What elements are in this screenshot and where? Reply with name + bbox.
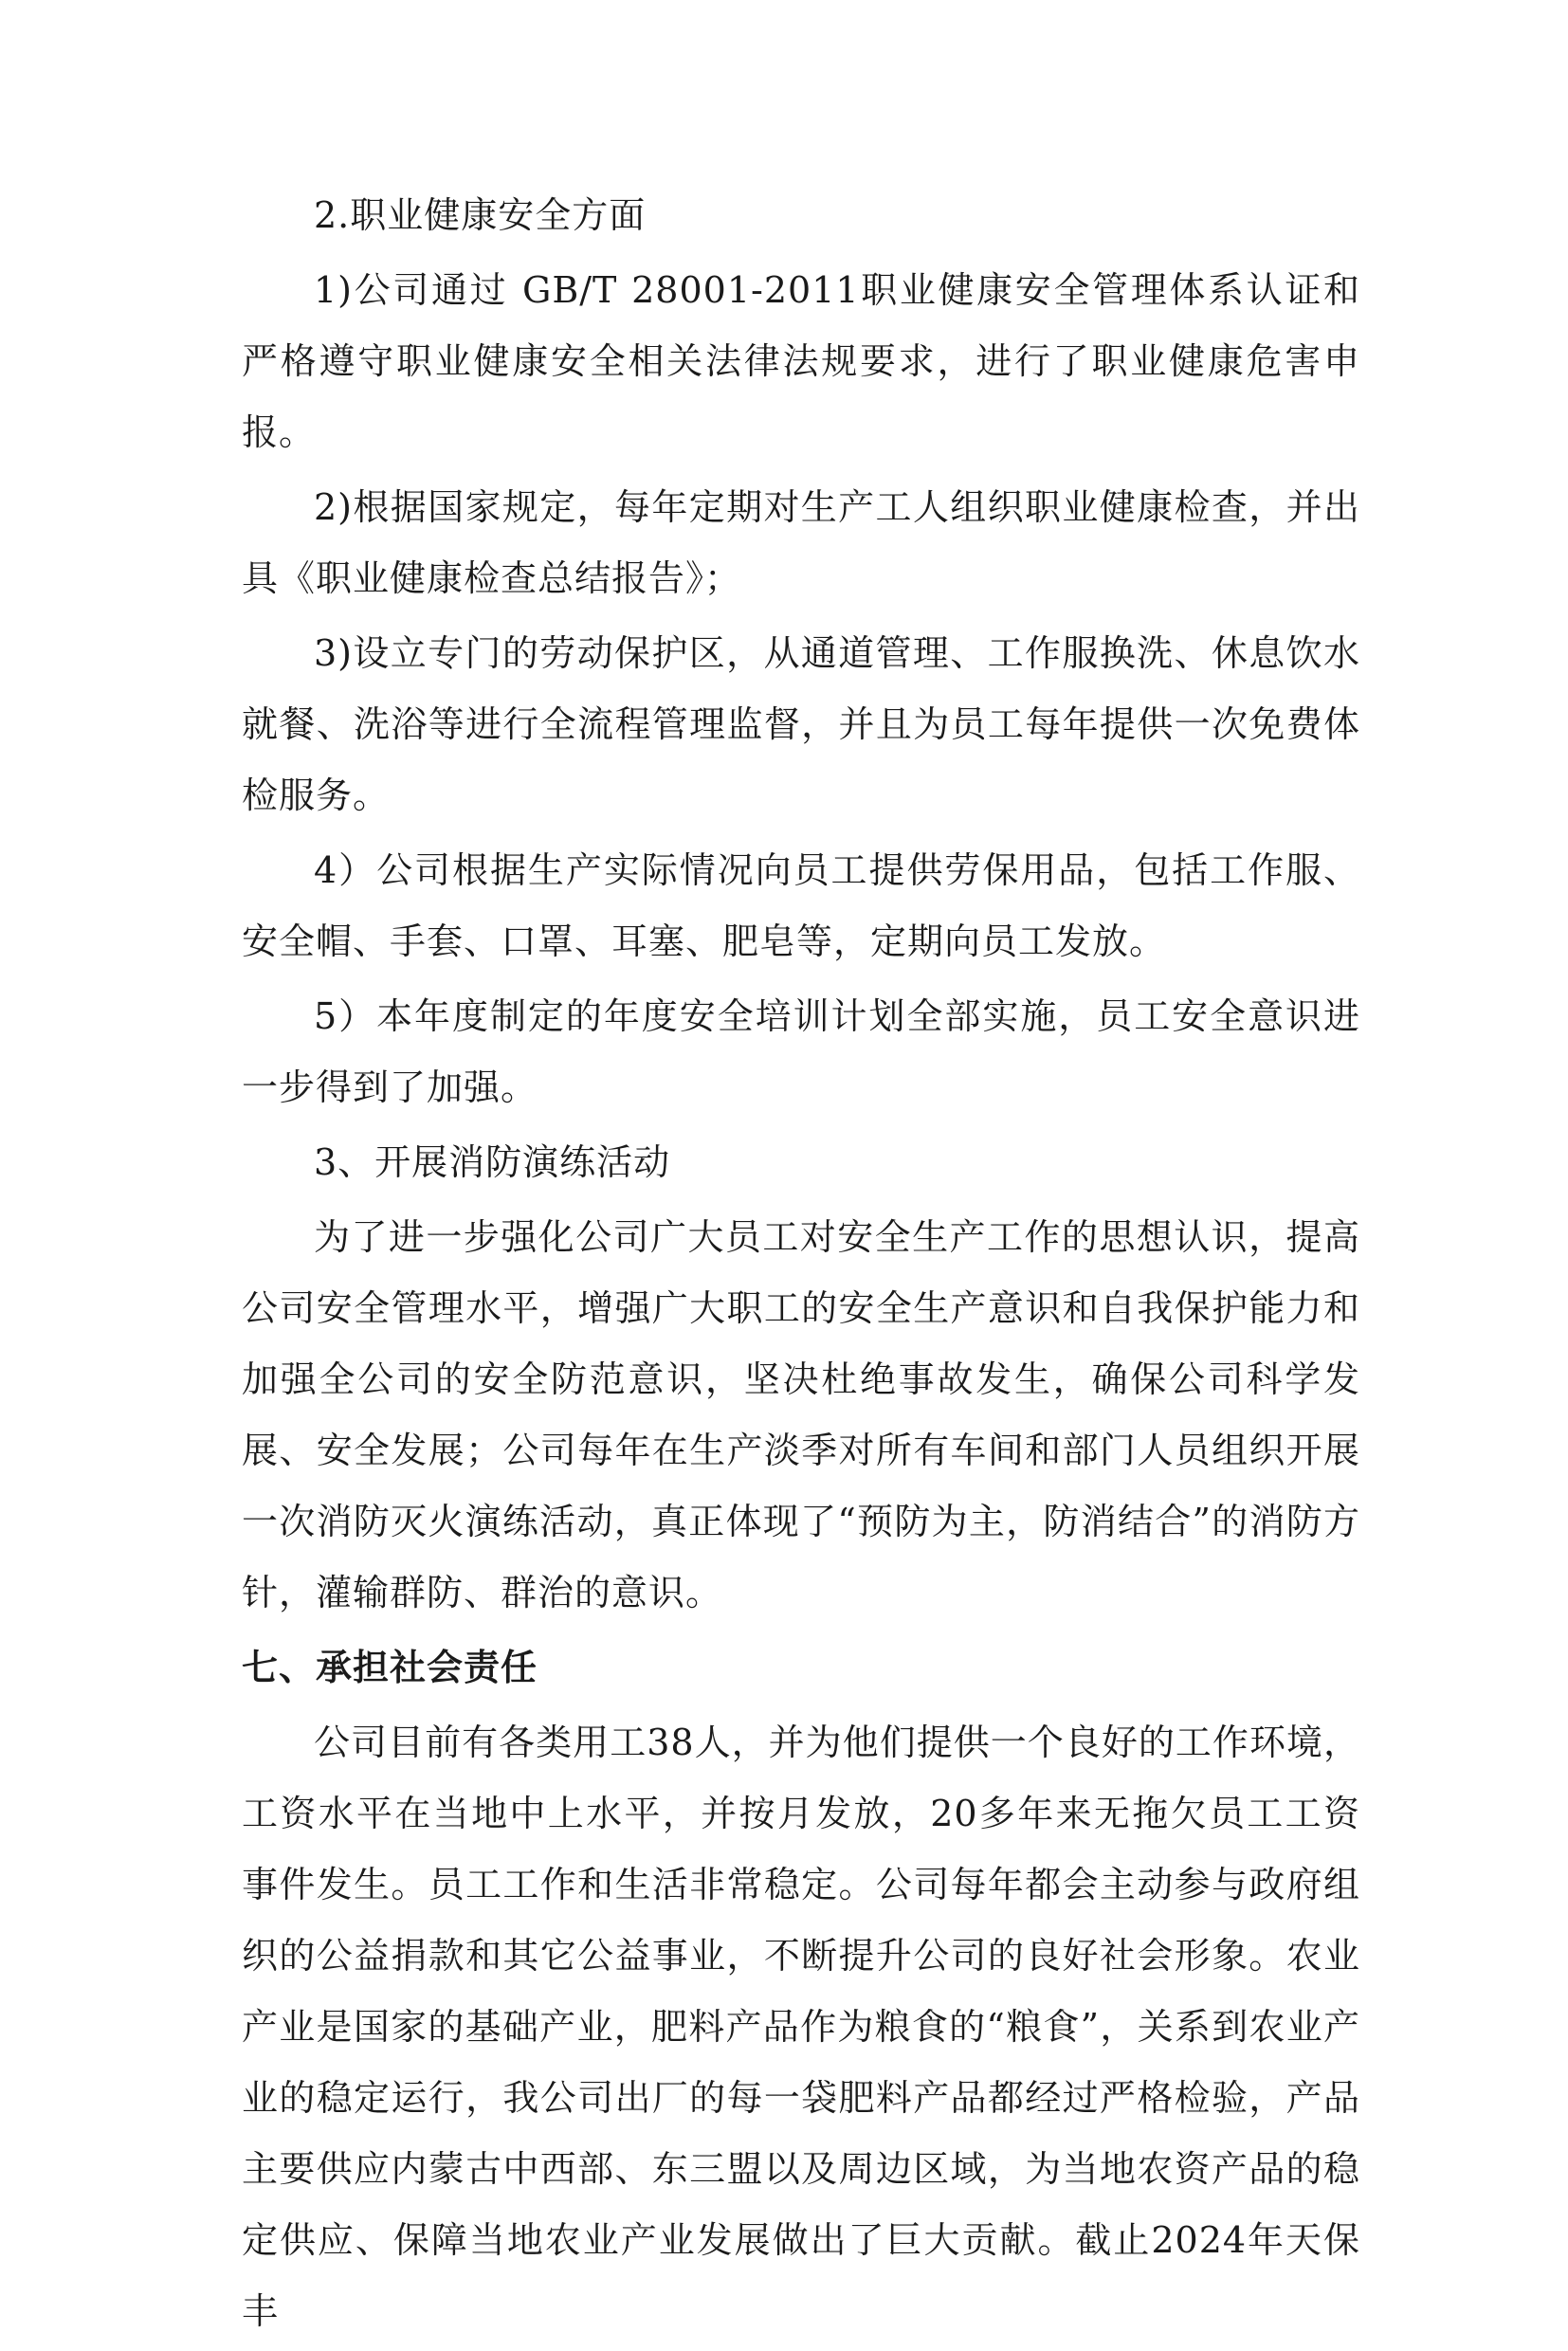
list-item-certification: 1)公司通过 GB/T 28001-2011职业健康安全管理体系认证和严格遵守职业健康安全相关法律法规要求，进行了职业健康危害申报。 [242, 269, 1360, 453]
list-item-protection-area: 3)设立专门的劳动保护区，从通道管理、工作服换洗、休息饮水就餐、洗浴等进行全流程管理监督，并且为员工每年提供一次免费体检服务。 [242, 632, 1360, 816]
list-item-protective-equipment: 4）公司根据生产实际情况向员工提供劳保用品，包括工作服、安全帽、手套、口罩、耳塞、肥皂等，定期向员工发放。 [242, 849, 1360, 962]
list-item-health-check: 2)根据国家规定，每年定期对生产工人组织职业健康检查，并出具《职业健康检查总结报告》； [242, 486, 1360, 599]
document-body [242, 180, 1360, 2351]
list-item-safety-training: 5）本年度制定的年度安全培训计划全部实施，员工安全意识进一步得到了加强。 [242, 995, 1360, 1108]
section-heading-social-responsibility: 七、承担社会责任 [242, 1647, 538, 1688]
paragraph-social-responsibility: 公司目前有各类用工38人，并为他们提供一个良好的工作环境，工资水平在当地中上水平，并按月发放，20多年来无拖欠员工工资事件发生。员工工作和生活非常稳定。公司每年都会主动参与政府组织的公益捐款和其它公益事业，不断提升公司的良好社会形象。农业产业是国家的基础产业，肥料产品作为粮食的“粮食”，关系到农业产业的稳定运行，我公司出厂的每一袋肥料产品都经过严格检验，产品主要供应内蒙古中西部、东三盟以及周边区域，为当地农资产品的稳定供应、保障当地农业产业发展做出了巨大贡献。截止2024年天保丰 [242, 1722, 1360, 2332]
section-heading-fire-drill: 3、开展消防演练活动 [314, 1141, 671, 1183]
section-heading-occupational-health: 2.职业健康安全方面 [314, 194, 647, 236]
paragraph-fire-drill: 为了进一步强化公司广大员工对安全生产工作的思想认识，提高公司安全管理水平，增强广大职工的安全生产意识和自我保护能力和加强全公司的安全防范意识，坚决杜绝事故发生，确保公司科学发展、安全发展；公司每年在生产淡季对所有车间和部门人员组织开展一次消防灭火演练活动，真正体现了“预防为主，防消结合”的消防方针，灌输群防、群治的意识。 [242, 1216, 1360, 1613]
